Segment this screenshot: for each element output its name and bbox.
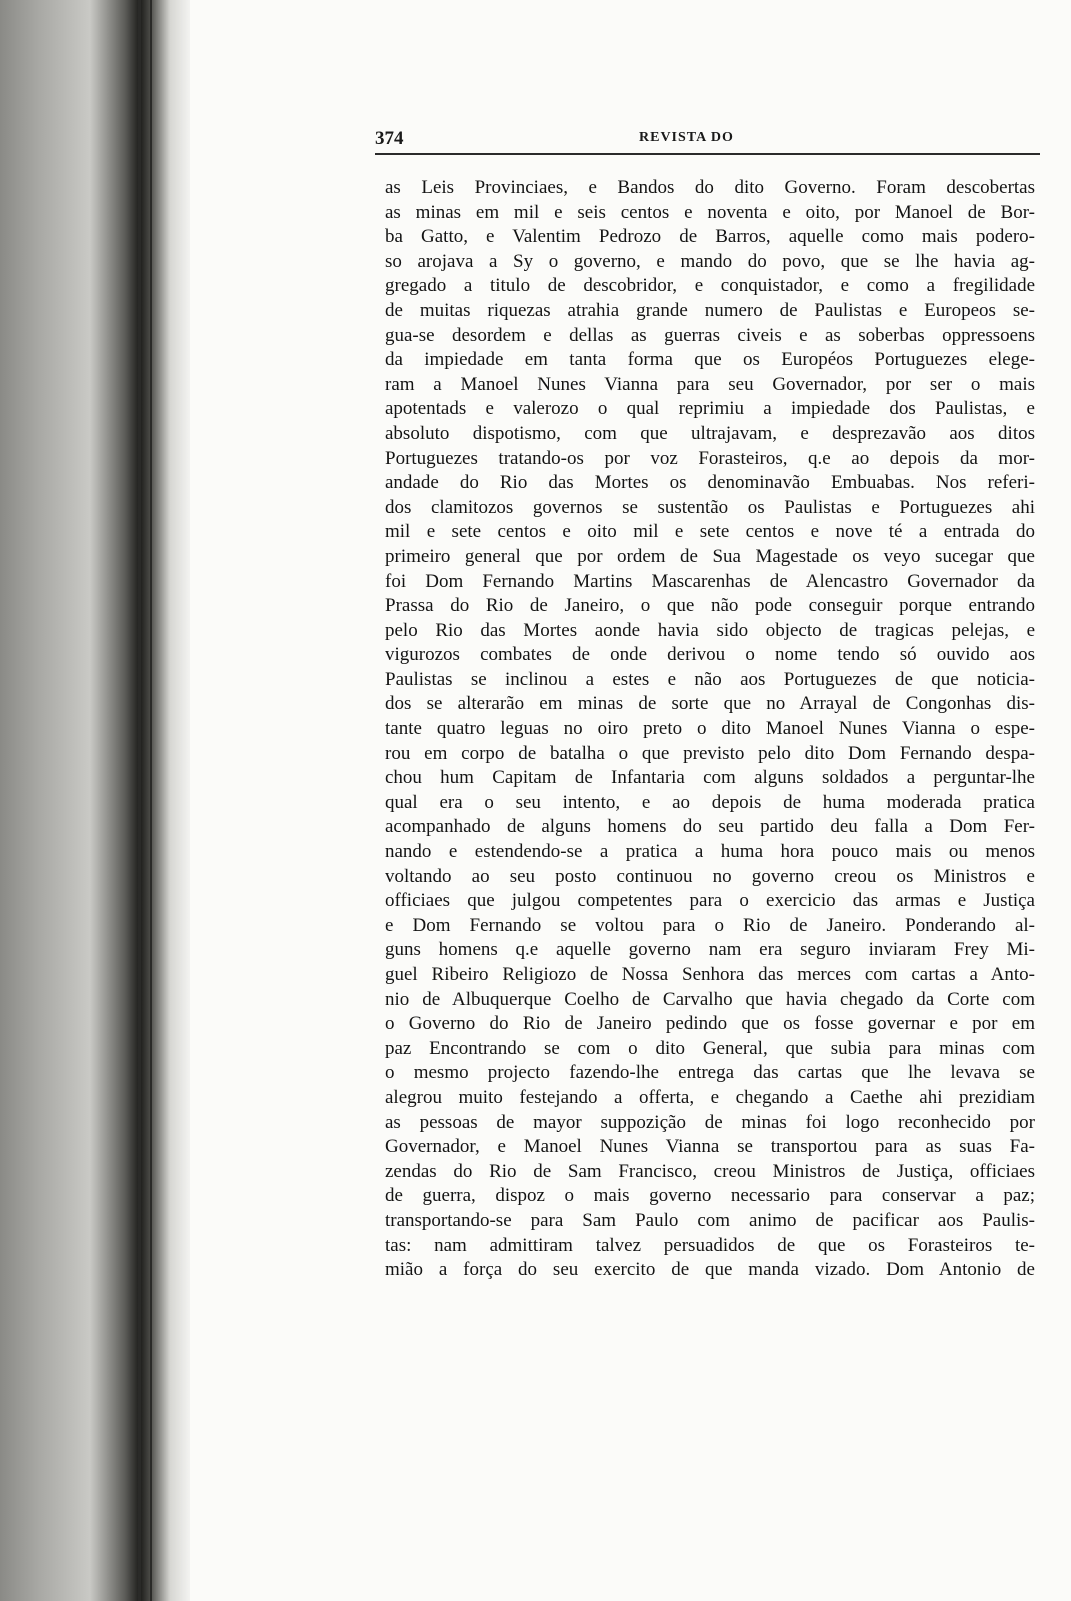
text-line: tas: nam admittiram talvez persuadidos de que os Forasteiros te- <box>385 1234 1035 1256</box>
text-line: gua-se desordem e dellas as guerras civeis e as soberbas oppressoens <box>385 324 1035 346</box>
text-line: zendas do Rio de Sam Francisco, creou Ministros de Justiça, officiaes <box>385 1160 1035 1182</box>
gutter-edge-line <box>138 0 141 1601</box>
text-line: voltando ao seu posto continuou no governo creou os Ministros e <box>385 865 1035 887</box>
text-line: dos se alterarão em minas de sorte que no Arrayal de Congonhas dis- <box>385 693 1035 715</box>
text-line: ram a Manoel Nunes Vianna para seu Governador, por ser o mais <box>385 373 1035 395</box>
text-line: acompanhado de alguns homens do seu partido deu falla a Dom Fer- <box>385 816 1035 838</box>
gutter-edge-line <box>150 0 152 1601</box>
text-line: da impiedade em tanta forma que os Européos Portuguezes elege- <box>385 349 1035 371</box>
text-line: guel Ribeiro Religiozo de Nossa Senhora das merces com cartas a Anto- <box>385 964 1035 985</box>
text-line: andade do Rio das Mortes os denominavão Embuabas. Nos referi- <box>385 472 1035 494</box>
text-line: primeiro general que por ordem de Sua Magestade os veyo sucegar que <box>385 545 1035 567</box>
body-text <box>385 176 1035 1283</box>
text-line: o Governo do Rio de Janeiro pedindo que os fosse governar e por em <box>385 1013 1035 1035</box>
text-line: foi Dom Fernando Martins Mascarenhas de Alencastro Governador da <box>385 570 1035 592</box>
header-rule <box>375 153 1040 155</box>
text-line: mil e sete centos e oito mil e sete centos e nove té a entrada do <box>385 521 1035 543</box>
text-line: apotentads e valerozo o qual reprimiu a impiedade dos Paulistas, e <box>385 398 1035 420</box>
text-line: mião a força do seu exercito de que manda vizado. Dom Antonio de <box>385 1259 1035 1281</box>
page-number: 374 <box>375 128 404 149</box>
text-line: Prassa do Rio de Janeiro, o que não pode conseguir porque entrando <box>385 595 1035 617</box>
text-line: nio de Albuquerque Coelho de Carvalho que havia chegado da Corte com <box>385 988 1035 1010</box>
text-line: pelo Rio das Mortes aonde havia sido objecto de tragicas pelejas, e <box>385 619 1035 641</box>
text-line: guns homens q.e aquelle governo nam era seguro inviaram Frey Mi- <box>385 939 1035 961</box>
text-line: rou em corpo de batalha o que previsto pelo dito Dom Fernando despa- <box>385 742 1035 764</box>
text-line: transportando-se para Sam Paulo com animo de pacificar aos Paulis- <box>385 1209 1035 1231</box>
text-line: officiaes que julgou competentes para o exercicio das armas e Justiça <box>385 890 1035 912</box>
text-line: qual era o seu intento, e ao depois de huma moderada pratica <box>385 791 1035 813</box>
text-line: alegrou muito festejando a offerta, e chegando a Caethe ahi prezidiam <box>385 1086 1035 1108</box>
text-line: as minas em mil e seis centos e noventa e oito, por Manoel de Bor- <box>385 201 1035 223</box>
text-line: tante quatro leguas no oiro preto o dito Manoel Nunes Vianna o espe- <box>385 718 1035 740</box>
book-gutter-shadow <box>0 0 190 1601</box>
text-line: paz Encontrando se com o dito General, que subia para minas com <box>385 1037 1035 1059</box>
text-line: nando e estendendo-se a pratica a huma hora pouco mais ou menos <box>385 841 1035 863</box>
text-line: chou hum Capitam de Infantaria com alguns soldados a perguntar-lhe <box>385 767 1035 789</box>
page-header <box>375 128 1035 152</box>
text-line: vigurozos combates de onde derivou o nome tendo só ouvido aos <box>385 644 1035 666</box>
text-line: as pessoas de mayor suppozição de minas foi logo reconhecido por <box>385 1111 1035 1133</box>
text-line: de guerra, dispoz o mais governo necessario para conservar a paz; <box>385 1185 1035 1207</box>
text-line: dos clamitozos governos se sustentão os Paulistas e Portuguezes ahi <box>385 496 1035 518</box>
text-line: Paulistas se inclinou a estes e não aos Portuguezes de que noticia- <box>385 668 1035 690</box>
text-line: Governador, e Manoel Nunes Vianna se transportou para as suas Fa- <box>385 1136 1035 1158</box>
text-line: e Dom Fernando se voltou para o Rio de Janeiro. Ponderando al- <box>385 914 1035 936</box>
text-line: ba Gatto, e Valentim Pedrozo de Barros, aquelle como mais podero- <box>385 226 1035 248</box>
text-line: so arojava a Sy o governo, e mando do povo, que se lhe havia ag- <box>385 250 1035 272</box>
text-line: absoluto dispotismo, com que ultrajavam, e desprezavão aos ditos <box>385 422 1035 444</box>
text-line: de muitas riquezas atrahia grande numero de Paulistas e Europeos se- <box>385 299 1035 321</box>
text-line: o mesmo projecto fazendo-lhe entrega das cartas que lhe levava se <box>385 1062 1035 1084</box>
text-line: as Leis Provinciaes, e Bandos do dito Governo. Foram descobertas <box>385 177 1035 198</box>
text-line: Portuguezes tratando-os por voz Forasteiros, q.e ao depois da mor- <box>385 447 1035 469</box>
text-line: gregado a titulo de descobridor, e conquistador, e como a fregilidade <box>385 275 1035 297</box>
running-head: REVISTA DO <box>639 130 734 145</box>
